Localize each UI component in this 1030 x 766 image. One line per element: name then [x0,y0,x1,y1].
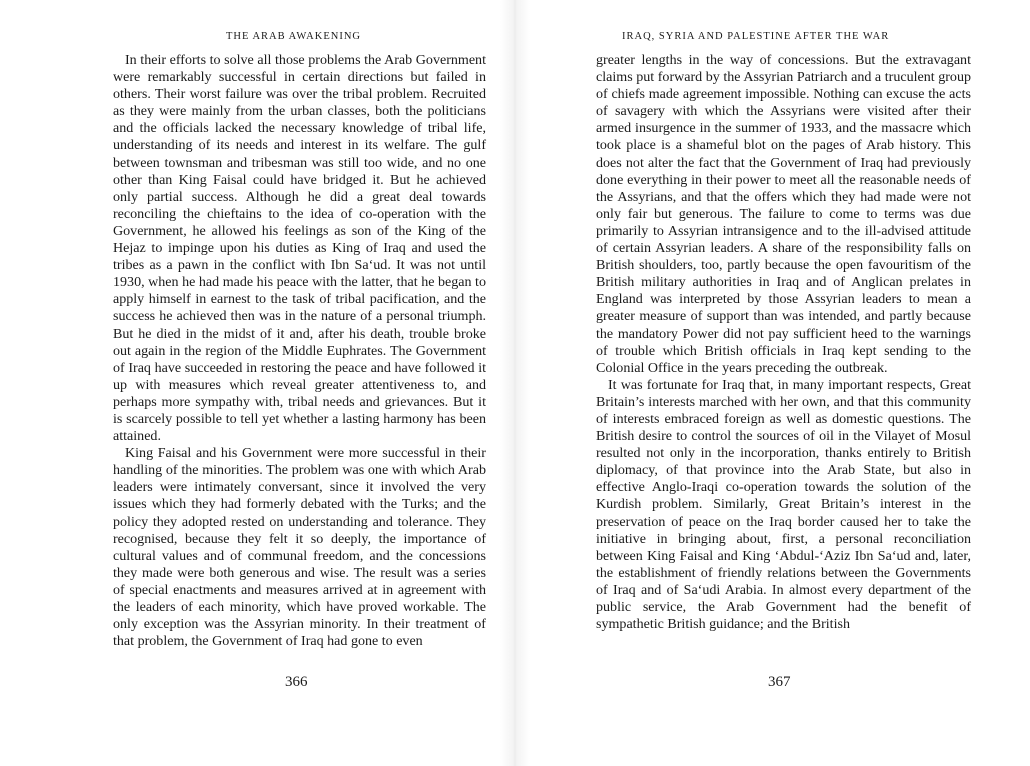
page-number-left: 366 [285,674,308,690]
paragraph: greater lengths in the way of concessions. But the extravagant claims put forward by the Assyrian Patriarch and a truculent group of chiefs made agreement impossible. Nothing can excuse the acts of savagery with which the Assyrians were visited after their armed insurgence in the summer of 1933, and the massacre which took place is a shameful blot on the pages of Arab history. This does not alter the fact that the Government of Iraq had previously done everything in their power to meet all the reasonable needs of the Assyrians, and that the offers which they had made were not only fair but generous. The failure to come to terms was due primarily to Assyrian intransigence and to the ill-advised attitude of certain Assyrian leaders. A share of the responsibility falls on British shoulders, too, partly because the open favouritism of the British military authorities in Iraq and of Anglican prelates in England was interpreted by those Assyrian leaders to mean a greater measure of support than was intended, and partly because the mandatory Power did not pay sufficient heed to the warnings of trouble which British officials in Iraq kept sending to the Colonial Office in the years preceding the outbreak. [596,52,971,376]
paragraph: It was fortunate for Iraq that, in many important respects, Great Britain’s interests marched with her own, and that this community of interests embraced foreign as well as domestic questions. The British desire to control the sources of oil in the Vilayet of Mosul resulted not only in the incorporation, thanks entirely to British diplomacy, of that province into the Arab State, but also in effective Anglo-Iraqi co-operation towards the solution of the Kurdish problem. Similarly, Great Britain’s interest in the preservation of peace on the Iraq border caused her to take the initiative in bringing about, first, a personal reconciliation between King Faisal and King ‘Abdul-‘Aziz Ibn Sa‘ud and, later, the establishment of friendly relations between the Governments of Iraq and of Sa‘udi Arabia. In almost every department of the public service, the Arab Government had the benefit of sympathetic British guidance; and the British [596,376,971,633]
running-head-right: IRAQ, SYRIA AND PALESTINE AFTER THE WAR [622,31,890,42]
paragraph: In their efforts to solve all those problems the Arab Government were remarkably successful in certain directions but failed in others. Their worst failure was over the tribal problem. Recruited as they were mainly from the urban classes, both the politicians and the officials lacked the necessary knowledge of tribal life, understanding of its needs and interest in its welfare. The gulf between townsman and tribesman was still too wide, and no one other than King Faisal could have bridged it. But he achieved only partial success. Although he did a great deal towards reconciling the chieftains to the idea of co-operation with the Government, he allowed his feelings as son of the King of the Hejaz to impinge upon his duties as King of Iraq and used the tribes as a pawn in the conflict with Ibn Sa‘ud. It was not until 1930, when he had made his peace with the latter, that he began to apply himself in earnest to the task of tribal pacification, and the success he achieved then was in the nature of a personal triumph. But he died in the midst of it and, after his death, trouble broke out again in the region of the Middle Euphrates. The Government of Iraq have succeeded in restoring the peace and have followed it up with measures which reveal greater attentiveness to, and perhaps more sympathy with, tribal needs and grievances. But it is scarcely possible to tell yet whether a lasting harmony has been attained. [113,52,486,445]
left-page-text [113,52,486,650]
right-page-text [596,52,971,633]
paragraph: King Faisal and his Government were more successful in their handling of the minorities. The problem was one with which Arab leaders were intimately conversant, since it involved the very issues which they had formerly debated with the Turks; and the policy they adopted rested on understanding and tolerance. They recognised, because they felt it so deeply, the importance of cultural values and of communal freedom, and the concessions they made were both generous and wise. The result was a series of special enactments and measures arrived at in agreement with the leaders of each minority, which have proved workable. The only exception was the Assyrian minority. In their treatment of that problem, the Government of Iraq had gone to even [113,445,486,650]
page-number-right: 367 [768,674,791,690]
running-head-left: THE ARAB AWAKENING [226,31,361,42]
right-page [515,0,1030,766]
